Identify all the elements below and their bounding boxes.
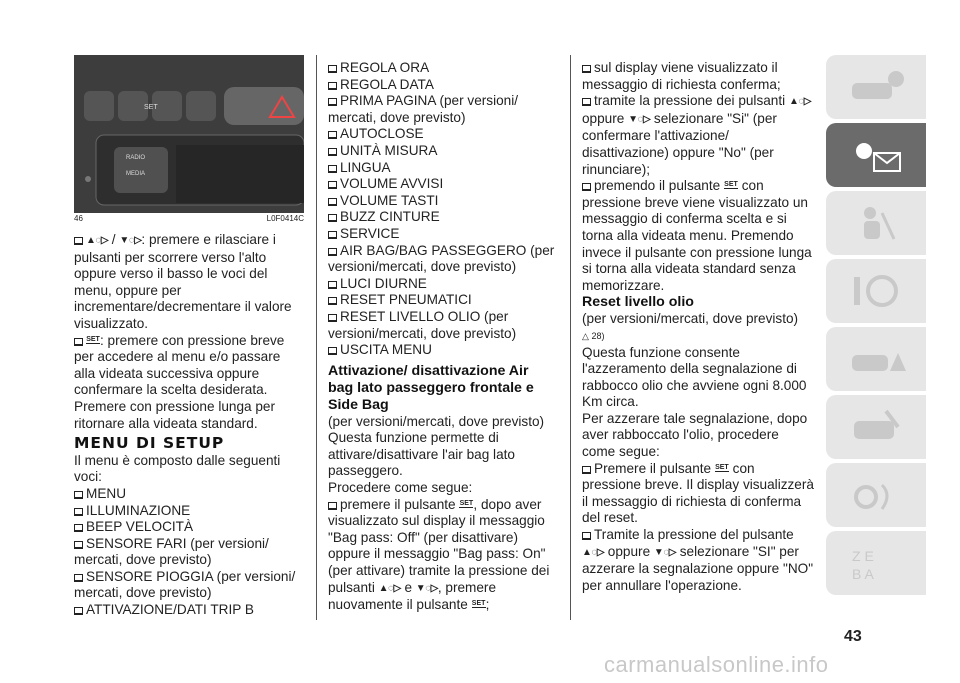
airbag-description: Questa funzione permette di attivare/disattivare l'air bag lato passeggero. (328, 430, 515, 479)
down-arrow-icon: ▼◌▷ (119, 235, 142, 246)
tab-emergency[interactable] (826, 327, 926, 391)
steering-wheel-icon (846, 271, 906, 311)
set-step: premendo il pulsante SET con pressione breve viene visualizzato un messaggio di conferma scelta e si torna alla videata menu. Premendo invece il pulsante con pressione lunga si torna alla videata standard senza memorizzare. (582, 178, 812, 293)
menu-list-continued (328, 60, 556, 359)
set-button-icon: SET (724, 182, 738, 192)
availability-note: (per versioni/mercati, dove previsto) (328, 413, 545, 429)
list-item: LINGUA (328, 160, 556, 177)
bullet-icon (582, 466, 591, 474)
set-button-icon: SET (86, 337, 100, 347)
oil-step-1: Premere il pulsante SET con pressione breve. Il display visualizzerà il messaggio di richiesta di conferma del reset. (582, 460, 814, 526)
list-item: VOLUME AVVISI (328, 176, 556, 193)
oil-step-2: Tramite la pressione del pulsante ▲◌▷ oppure ▼◌▷ selezionare "SI" per azzerare la segnalazione oppure "NO" per annullare l'operazione. (582, 527, 814, 593)
wrench-signal-icon (846, 475, 906, 515)
bullet-icon (328, 148, 337, 156)
tab-driving[interactable] (826, 259, 926, 323)
list-item: RESET PNEUMATICI (328, 292, 556, 309)
list-item: PRIMA PAGINA (per versioni/ mercati, dove previsto) (328, 93, 519, 125)
watermark: carmanualsonline.info (604, 652, 829, 677)
up-arrow-icon: ▲◌▷ (582, 546, 605, 558)
bullet-icon (74, 491, 83, 499)
list-item: AUTOCLOSE (328, 126, 556, 143)
media-label: MEDIA (126, 171, 146, 177)
set-button-icon: SET (459, 501, 473, 511)
bullet-icon (328, 198, 337, 206)
bullet-icon (74, 338, 83, 346)
car-service-icon (846, 407, 906, 447)
bullet-icon (328, 214, 337, 222)
bullet-icon (74, 524, 83, 532)
chapter-tabs (826, 55, 926, 599)
dashboard-buttons-illustration (74, 55, 304, 213)
list-item: ILLUMINAZIONE (74, 503, 304, 520)
dashboard-figure (74, 55, 304, 213)
menu-list (74, 486, 304, 619)
bullet-icon (582, 65, 591, 73)
lamp-envelope-icon (846, 135, 906, 175)
bullet-icon (328, 347, 337, 355)
menu-intro: Il menu è composto dalle seguenti voci: (74, 452, 281, 485)
warning-reference: △ 28) (582, 330, 605, 341)
down-arrow-icon: ▼◌▷ (628, 113, 651, 125)
procedure-step: premere il pulsante SET , dopo aver visualizzato sul display il messaggio "Bag pass: Off" (per disattivare) oppure il messaggio "Bag pass: On" (per attivare) tramite la pressione dei pulsanti ▲◌▷ e ▼◌▷, premere nuovamente il pulsante SET ; (328, 496, 550, 613)
bullet-icon (328, 65, 337, 73)
bullet-icon (74, 541, 83, 549)
alphabet-index-icon (846, 543, 906, 583)
bullet-icon (328, 98, 337, 106)
set-label: SET (144, 104, 158, 111)
paragraph-arrows: ▲◌▷ / ▼◌▷: premere e rilasciare i pulsanti per scorrere verso l'alto oppure verso il basso le voci del menu, oppure per incrementare/decrementare il valore visualizzato. (74, 232, 292, 331)
column-1 (74, 232, 304, 619)
tab-index[interactable] (826, 531, 926, 595)
page-number: 43 (844, 628, 862, 645)
list-item: AIR BAG/BAG PASSEGGERO (per versioni/mercati, dove previsto) (328, 242, 555, 275)
tab-maintenance[interactable] (826, 395, 926, 459)
select-step: tramite la pressione dei pulsanti ▲◌▷ oppure ▼◌▷ selezionare "Si" (per confermare l'attivazione/ disattivazione) oppure "No" (per rinunciare); (582, 93, 811, 177)
tab-vehicle-info[interactable] (826, 55, 926, 119)
oil-reset-description: Questa funzione consente l'azzeramento della segnalazione di rabbocco olio che avviene ogni 8.000 Km circa. (582, 344, 807, 410)
bullet-icon (328, 248, 337, 256)
list-item: SERVICE (328, 226, 556, 243)
section-heading-menu-setup: MENU DI SETUP (74, 434, 225, 453)
up-button-illustration (84, 91, 114, 121)
section-heading-oil-reset: Reset livello olio (582, 294, 694, 311)
bullet-icon (74, 607, 83, 615)
bullet-icon (582, 183, 591, 191)
column-divider (570, 55, 571, 620)
car-info-icon (846, 67, 906, 107)
up-arrow-icon: ▲◌▷ (378, 582, 401, 594)
bullet-icon (328, 181, 337, 189)
radio-label: RADIO (126, 155, 146, 161)
bullet-icon (328, 502, 337, 510)
availability-note: (per versioni/mercati, dove previsto) (582, 311, 799, 327)
bullet-icon (582, 98, 591, 106)
tab-dashboard[interactable] (826, 123, 926, 187)
procedure-intro: Procedere come segue: (328, 480, 473, 496)
seat-belt-icon (846, 203, 906, 243)
list-item: REGOLA DATA (328, 77, 556, 94)
down-arrow-icon: ▼◌▷ (653, 546, 676, 558)
up-arrow-icon: ▲◌▷ (86, 235, 109, 246)
list-item: REGOLA ORA (328, 60, 556, 77)
bullet-icon (74, 237, 83, 245)
column-2 (328, 60, 556, 614)
set-button-icon: SET (472, 601, 486, 611)
svg-text:Z E: Z E (852, 548, 874, 564)
down-arrow-icon: ▼◌▷ (415, 582, 438, 594)
list-item: ATTIVAZIONE/DATI TRIP B (74, 602, 304, 619)
list-item: BEEP VELOCITÀ (74, 519, 304, 536)
up-arrow-icon: ▲◌▷ (788, 96, 811, 108)
bullet-icon (74, 574, 83, 582)
oil-reset-instructions: Per azzerare tale segnalazione, dopo aver rabboccato l'olio, procedere come segue: (582, 410, 808, 460)
bullet-icon (328, 297, 337, 305)
list-item: UNITÀ MISURA (328, 143, 556, 160)
list-item: RESET LIVELLO OLIO (per versioni/mercati, dove previsto) (328, 308, 517, 341)
list-item: MENU (74, 486, 304, 503)
list-item: USCITA MENU (328, 342, 556, 359)
svg-text:B A: B A (852, 566, 874, 582)
tab-safety[interactable] (826, 191, 926, 255)
list-item: SENSORE FARI (per versioni/ mercati, dove previsto) (74, 535, 269, 568)
figure-number: 46 (74, 214, 83, 223)
bullet-icon (328, 281, 337, 289)
bullet-icon (328, 165, 337, 173)
bullet-icon (328, 314, 337, 322)
tab-technical-data[interactable] (826, 463, 926, 527)
list-item: BUZZ CINTURE (328, 209, 556, 226)
list-item: LUCI DIURNE (328, 276, 556, 293)
column-divider (316, 55, 317, 620)
warning-triangle-icon: △ (582, 330, 589, 341)
paragraph-set: SET : premere con pressione breve per accedere al menu e/o passare alla videata successiva oppure confermare la scelta desiderata. Premere con pressione lunga per ritornare alla videata standard. (74, 332, 285, 431)
bullet-icon (74, 508, 83, 516)
bullet-icon (582, 532, 591, 540)
section-heading-airbag: Attivazione/ disattivazione Air bag lato passeggero frontale e Side Bag (328, 362, 534, 413)
bullet-icon (328, 82, 337, 90)
list-item: VOLUME TASTI (328, 193, 556, 210)
list-item: SENSORE PIOGGIA (per versioni/ mercati, dove previsto) (74, 568, 296, 601)
bullet-icon (328, 231, 337, 239)
figure-caption (74, 214, 304, 223)
column-3 (582, 60, 814, 594)
confirm-step: sul display viene visualizzato il messaggio di richiesta conferma; (582, 60, 781, 92)
set-button-icon: SET (715, 465, 729, 475)
bullet-icon (328, 131, 337, 139)
warning-car-icon (846, 339, 906, 379)
figure-code: L0F0414C (266, 214, 304, 223)
